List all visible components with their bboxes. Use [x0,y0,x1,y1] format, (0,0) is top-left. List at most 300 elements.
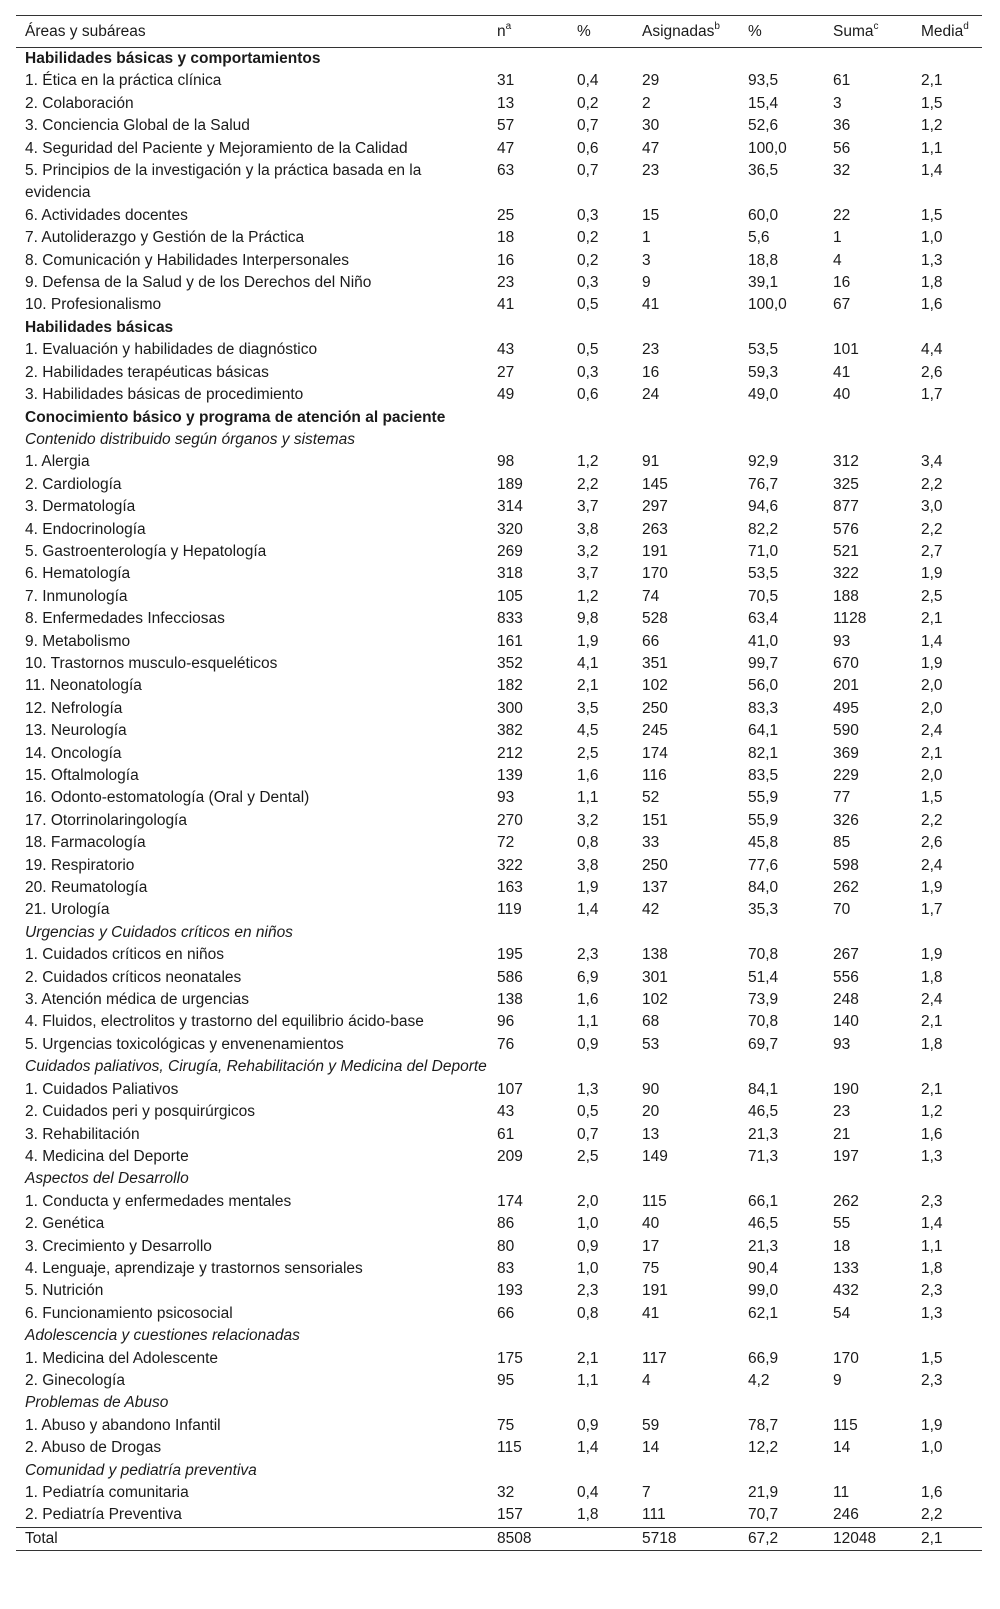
cell-pct-asignadas: 60,0 [748,206,779,224]
cell-pct: 2,5 [577,1147,599,1165]
table-row [16,787,982,809]
cell-asignadas: 74 [642,587,660,605]
cell-pct: 2,2 [577,475,599,493]
table-row [16,1258,982,1280]
table-row [16,1348,982,1370]
table-body [16,48,982,1551]
cell-pct: 2,5 [577,744,599,762]
cell-n: 49 [497,386,515,404]
cell-area: 1. Conducta y enfermedades mentales [25,1192,292,1210]
cell-suma: 267 [833,946,859,964]
cell-media: 2,1 [921,72,943,90]
cell-pct-asignadas: 53,5 [748,341,779,359]
cell-pct-asignadas: 52,6 [748,117,779,135]
cell-pct-asignadas: 55,9 [748,811,779,829]
cell-area: 11. Neonatología [25,677,142,695]
table-row [16,1213,982,1235]
table-row [16,944,982,966]
cell-area: 13. Neurología [25,722,127,740]
cell-n: 66 [497,1304,515,1322]
cell-area: 19. Respiratorio [25,856,135,874]
cell-media: 1,4 [921,632,943,650]
cell-suma: 4 [833,251,842,269]
cell-asignadas: 117 [642,1349,667,1367]
cell-pct: 0,7 [577,1125,599,1143]
cell-area: 2. Habilidades terapéuticas básicas [25,363,269,381]
cell-pct: 0,7 [577,117,599,135]
cell-pct: 1,1 [577,1371,599,1389]
cell-n: 175 [497,1349,523,1367]
cell-media: 1,1 [921,1237,943,1255]
cell-pct: 0,9 [577,1237,599,1255]
table-row [16,1303,982,1325]
cell-suma: 54 [833,1304,851,1322]
cell-media: 2,6 [921,834,943,852]
cell-pct: 1,2 [577,587,599,605]
table-row [16,810,982,832]
cell-n: 119 [497,901,522,919]
cell-n: 107 [497,1080,523,1098]
cell-area: 7. Autoliderazgo y Gestión de la Práctica [25,229,305,247]
table-row [16,563,982,585]
cell-area: 4. Lenguaje, aprendizaje y trastornos sensoriales [25,1259,363,1277]
cell-area: 2. Pediatría Preventiva [25,1506,182,1524]
cell-media: 2,0 [921,767,943,784]
cell-area: 4. Seguridad del Paciente y Mejoramiento de la Calidad [25,139,408,157]
cell-suma: 325 [833,475,859,493]
heading-label: Cuidados paliativos, Cirugía, Rehabilitación y Medicina del Deporte [25,1058,487,1076]
cell-asignadas: 297 [642,498,668,516]
table-row [16,205,982,227]
heading-label: Aspectos del Desarrollo [25,1170,189,1188]
cell-area: 17. Otorrinolaringología [25,811,187,829]
cell-media: 1,3 [921,251,943,269]
table-row [16,93,982,115]
cell-pct: 6,9 [577,968,599,986]
cell-n: 322 [497,856,523,874]
heading-label: Habilidades básicas y comportamientos [25,50,321,67]
table-row [16,1034,982,1056]
cell-pct: 2,3 [577,1282,599,1300]
cell-pct: 3,2 [577,542,599,560]
cell-pct: 0,5 [577,296,599,314]
cell-asignadas: 102 [642,991,668,1009]
table-row [16,272,982,294]
cell-pct: 0,2 [577,229,599,247]
cell-asignadas: 174 [642,744,668,762]
cell-n: 83 [497,1259,515,1277]
cell-n: 193 [497,1282,523,1300]
cell-n: 586 [497,968,523,986]
cell-pct: 0,5 [577,341,599,359]
cell-suma: 1 [833,229,842,247]
cell-pct-asignadas: 66,1 [748,1192,779,1210]
cell-area: 3. Habilidades básicas de procedimiento [25,386,304,404]
cell-pct-asignadas: 92,9 [748,453,779,471]
table-row [16,115,982,137]
cell-n: 25 [497,206,515,224]
cell-area: 2. Cuidados peri y posquirúrgicos [25,1103,256,1121]
cell-n: 174 [497,1192,523,1210]
cell-media: 1,4 [921,162,943,180]
cell-media: 3,4 [921,453,943,471]
cell-area: 1. Cuidados críticos en niños [25,946,225,964]
cell-pct: 1,6 [577,991,599,1009]
cell-media: 1,6 [921,1125,943,1143]
subsection-heading [16,1460,982,1482]
cell-n: 57 [497,117,515,135]
cell-suma: 85 [833,834,851,852]
cell-area: 3. Rehabilitación [25,1125,140,1143]
cell-suma: 190 [833,1080,859,1098]
cell-asignadas: 52 [642,789,660,807]
cell-pct-asignadas: 78,7 [748,1416,779,1434]
cell-suma: 55 [833,1215,851,1233]
header-area: Áreas y subáreas [25,22,146,40]
table-row [16,138,982,160]
cell-n: 382 [497,722,523,740]
cell-area: 21. Urología [25,901,110,919]
cell-pct-asignadas: 63,4 [748,610,779,628]
cell-media: 1,5 [921,789,943,807]
cell-area: 7. Inmunología [25,587,128,605]
table-row [16,160,982,205]
cell-suma: 262 [833,1192,859,1210]
cell-asignadas: 528 [642,610,668,628]
cell-suma: 70 [833,901,851,919]
cell-area: 2. Cuidados críticos neonatales [25,968,242,986]
cell-n: 300 [497,699,523,717]
cell-n: 138 [497,991,523,1009]
table-row [16,608,982,630]
cell-area: 18. Farmacología [25,834,146,852]
cell-suma: 495 [833,699,859,717]
cell-suma: 229 [833,767,859,784]
cell-suma: 556 [833,968,859,986]
cell-asignadas: 9 [642,274,651,292]
cell-pct: 0,9 [577,1416,599,1434]
cell-media: 2,3 [921,1371,943,1389]
table-row [16,474,982,496]
cell-pct: 3,8 [577,520,599,538]
cell-area: 6. Actividades docentes [25,206,188,224]
cell-pct: 4,5 [577,722,599,740]
cell-n: 161 [497,632,523,650]
cell-n: 318 [497,565,523,583]
cell-pct-asignadas: 62,1 [748,1304,779,1322]
cell-pct-asignadas: 71,3 [748,1147,779,1165]
cell-media: 1,0 [921,1439,943,1457]
table-row [16,541,982,563]
cell-suma: 201 [833,677,859,695]
cell-pct: 0,3 [577,274,599,292]
cell-media: 2,3 [921,1282,943,1300]
table-row [16,384,982,406]
cell-pct-asignadas: 64,1 [748,722,779,740]
cell-suma: 41 [833,363,851,381]
cell-n: 41 [497,296,515,314]
cell-pct-asignadas: 93,5 [748,72,779,90]
cell-suma: 67 [833,296,851,314]
table-row [16,294,982,316]
heading-label: Contenido distribuido según órganos y sistemas [25,430,355,448]
cell-area: 2. Genética [25,1215,105,1233]
cell-pct-asignadas: 53,5 [748,565,779,583]
heading-label: Urgencias y Cuidados críticos en niños [25,923,293,941]
cell-suma: 590 [833,722,859,740]
table-row [16,1504,982,1527]
heading-label: Problemas de Abuso [25,1394,169,1412]
cell-pct-asignadas: 99,0 [748,1282,779,1300]
cell-n: 86 [497,1215,515,1233]
table-row [16,496,982,518]
cell-n: 27 [497,363,515,381]
cell-n: 75 [497,1416,515,1434]
cell-pct: 1,4 [577,901,599,919]
cell-n: 212 [497,744,523,762]
cell-n: 115 [497,1439,522,1457]
cell-area: 15. Oftalmología [25,767,139,784]
heading-label: Adolescencia y cuestiones relacionadas [25,1327,300,1345]
cell-pct-asignadas: 77,6 [748,856,779,874]
cell-media: 1,1 [921,139,943,157]
cell-n: 43 [497,341,515,359]
cell-media: 2,2 [921,520,943,538]
cell-asignadas: 170 [642,565,668,583]
cell-media: 2,2 [921,811,943,829]
cell-asignadas: 23 [642,341,660,359]
section-heading [16,48,982,71]
cell-area: 16. Odonto-estomatología (Oral y Dental) [25,789,310,807]
table-row [16,1124,982,1146]
table-row [16,1079,982,1101]
cell-area: 1. Evaluación y habilidades de diagnóstico [25,341,318,359]
cell-n: 320 [497,520,523,538]
table-row [16,631,982,653]
heading-label: Comunidad y pediatría preventiva [25,1461,257,1479]
cell-pct-asignadas: 94,6 [748,498,779,516]
cell-asignadas: 151 [642,811,668,829]
cell-asignadas: 29 [642,72,660,90]
cell-asignadas: 145 [642,475,668,493]
cell-asignadas: 115 [642,1192,667,1210]
cell-area: 12. Nefrología [25,699,123,717]
cell-area: 2. Ginecología [25,1371,125,1389]
subsection-heading [16,1168,982,1190]
cell-media: 1,5 [921,94,943,112]
cell-pct: 3,7 [577,498,599,516]
cell-area: 2. Colaboración [25,94,134,112]
cell-pct-asignadas: 39,1 [748,274,779,292]
cell-area: 1. Ética en la práctica clínica [25,72,222,90]
subsection-heading [16,1392,982,1414]
table-row [16,832,982,854]
cell-pct-asignadas: 76,7 [748,475,779,493]
cell-media: 2,7 [921,542,943,560]
cell-n: 18 [497,229,515,247]
cell-suma: 170 [833,1349,859,1367]
cell-pct: 0,8 [577,1304,599,1322]
areas-table [16,15,982,1551]
cell-asignadas: 116 [642,767,667,784]
cell-suma: 101 [833,341,859,359]
cell-asignadas: 301 [642,968,668,986]
cell-pct-asignadas: 70,8 [748,946,779,964]
cell-suma: 32 [833,162,851,180]
cell-n: 47 [497,139,515,157]
cell-pct-asignadas: 18,8 [748,251,779,269]
cell-asignadas: 66 [642,632,660,650]
cell-area: 2. Abuso de Drogas [25,1439,162,1457]
cell-n: 13 [497,94,515,112]
cell-pct [568,1527,633,1550]
cell-pct-asignadas: 84,0 [748,879,779,897]
cell-n: 98 [497,453,515,471]
cell-asignadas: 68 [642,1013,660,1031]
cell-pct-asignadas: 59,3 [748,363,779,381]
cell-pct: 1,2 [577,453,599,471]
cell-suma: 56 [833,139,851,157]
cell-pct-asignadas: 70,5 [748,587,779,605]
cell-suma: 23 [833,1103,851,1121]
cell-n: 96 [497,1013,515,1031]
cell-pct: 2,3 [577,946,599,964]
cell-media: 3,0 [921,498,943,516]
cell-pct: 1,4 [577,1439,599,1457]
cell-pct-asignadas: 99,7 [748,654,779,672]
table-row [16,855,982,877]
cell-suma: 197 [833,1147,859,1165]
cell-media: 2,4 [921,991,943,1009]
table-row [16,451,982,473]
cell-suma: 576 [833,520,859,538]
cell-pct: 2,1 [577,1349,599,1367]
cell-n: 209 [497,1147,523,1165]
subsection-heading [16,1325,982,1347]
cell-pct-asignadas: 69,7 [748,1035,779,1053]
cell-media: 2,1 [921,1529,943,1547]
cell-pct: 1,9 [577,879,599,897]
cell-asignadas: 13 [642,1125,660,1143]
cell-pct: 0,2 [577,251,599,269]
cell-pct-asignadas: 66,9 [748,1349,779,1367]
cell-asignadas: 15 [642,206,660,224]
table-row [16,339,982,361]
cell-pct-asignadas: 56,0 [748,677,779,695]
cell-area: 4. Endocrinología [25,520,146,538]
cell-pct: 0,4 [577,1484,599,1501]
cell-asignadas: 102 [642,677,668,695]
cell-asignadas: 30 [642,117,660,135]
table-row [16,362,982,384]
cell-area: 2. Cardiología [25,475,122,493]
cell-area: 3. Atención médica de urgencias [25,991,250,1009]
cell-pct-asignadas: 70,8 [748,1013,779,1031]
cell-asignadas: 59 [642,1416,660,1434]
table-row [16,877,982,899]
cell-asignadas: 250 [642,699,668,717]
cell-n: 80 [497,1237,515,1255]
cell-suma: 11 [833,1484,850,1501]
cell-asignadas: 90 [642,1080,660,1098]
header-asignadas: Asignadas$^b$ [642,20,720,40]
table-row [16,967,982,989]
cell-asignadas: 7 [642,1484,651,1501]
total-row [16,1527,982,1550]
cell-media: 2,1 [921,1013,943,1031]
cell-n: 93 [497,789,515,807]
cell-suma: 521 [833,542,859,560]
cell-pct: 1,0 [577,1259,599,1277]
cell-suma: 598 [833,856,859,874]
cell-area: 9. Metabolismo [25,632,131,650]
cell-media: 1,8 [921,968,943,986]
cell-pct-asignadas: 12,2 [748,1439,779,1457]
cell-suma: 670 [833,654,859,672]
cell-asignadas: 250 [642,856,668,874]
cell-media: 1,9 [921,654,943,672]
cell-pct-asignadas: 100,0 [748,139,787,157]
cell-media: 1,7 [921,386,943,404]
cell-media: 2,2 [921,1506,943,1524]
cell-area: 6. Funcionamiento psicosocial [25,1304,233,1322]
cell-asignadas: 42 [642,901,660,919]
cell-suma: 877 [833,498,859,516]
cell-n: 61 [497,1125,515,1143]
cell-n: 32 [497,1484,515,1501]
cell-n: 195 [497,946,523,964]
cell-n: 105 [497,587,523,605]
cell-suma: 61 [833,72,851,90]
cell-media: 4,4 [921,341,943,359]
cell-media: 2,1 [921,744,943,762]
cell-asignadas: 138 [642,946,668,964]
cell-suma: 40 [833,386,851,404]
cell-media: 1,9 [921,1416,943,1434]
cell-suma: 246 [833,1506,859,1524]
cell-pct-asignadas: 36,5 [748,162,779,180]
cell-pct-asignadas: 51,4 [748,968,779,986]
cell-media: 1,9 [921,565,943,583]
cell-pct: 0,3 [577,363,599,381]
cell-suma: 262 [833,879,859,897]
cell-pct-asignadas: 70,7 [748,1506,779,1524]
cell-pct: 1,9 [577,632,599,650]
heading-label: Conocimiento básico y programa de atención al paciente [25,408,446,426]
table-row [16,765,982,787]
cell-pct: 0,3 [577,206,599,224]
cell-area: 1. Abuso y abandono Infantil [25,1416,221,1434]
cell-area: 5. Urgencias toxicológicas y envenenamientos [25,1035,344,1053]
cell-area: Total [25,1529,58,1547]
cell-suma: 115 [833,1416,858,1434]
cell-area: 1. Medicina del Adolescente [25,1349,219,1367]
cell-pct: 1,0 [577,1215,599,1233]
cell-media: 1,3 [921,1147,943,1165]
cell-n: 8508 [497,1529,532,1547]
cell-suma: 312 [833,453,859,471]
cell-media: 2,1 [921,610,943,628]
cell-suma: 21 [833,1125,851,1143]
cell-n: 352 [497,654,523,672]
table-row [16,1437,982,1459]
cell-media: 1,7 [921,901,943,919]
cell-asignadas: 149 [642,1147,668,1165]
cell-media: 2,0 [921,699,943,717]
cell-pct: 0,6 [577,386,599,404]
subsection-heading [16,1056,982,1078]
section-heading [16,407,982,429]
